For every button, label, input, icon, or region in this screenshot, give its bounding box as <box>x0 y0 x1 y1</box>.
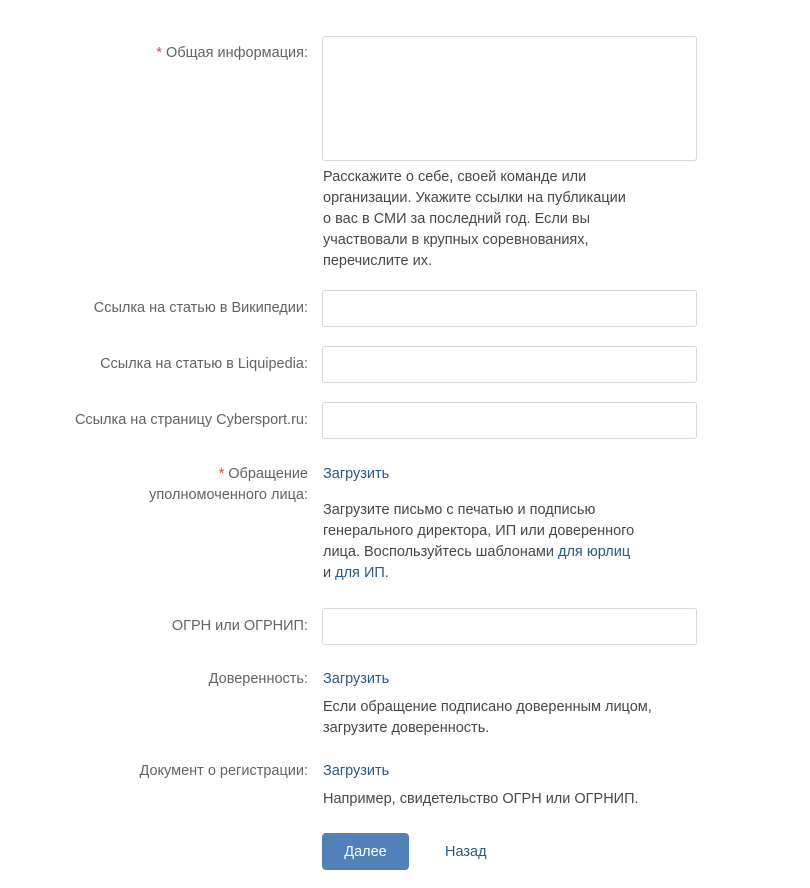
appeal-upload-link[interactable]: Загрузить <box>323 466 390 482</box>
appeal-hint: Загрузите письмо с печатью и подписью генерального директора, ИП или доверенного лица. Воспользуйтесь шаблонами для юрлиц и для ИП. <box>323 502 635 581</box>
required-mark: * <box>156 45 163 61</box>
power-of-attorney-label: Доверенность: <box>208 671 308 687</box>
cybersport-label: Ссылка на страницу Cybersport.ru: <box>74 412 308 428</box>
registration-doc-hint: Например, свидетельство ОГРН или ОГРНИП. <box>323 791 639 807</box>
general-info-hint: Расскажите о себе, своей команде или организации. Укажите ссылки на публикации о вас в СМИ за последний год. Если вы участвовали в крупных соревнованиях, перечислите их. <box>323 169 626 269</box>
wikipedia-label: Ссылка на статью в Википедии: <box>93 300 308 316</box>
appeal-label: * Обращение уполномоченного лица: <box>149 466 308 503</box>
ogrn-label: ОГРН или ОГРНИП: <box>171 618 308 634</box>
back-button[interactable]: Назад <box>445 844 487 860</box>
wikipedia-input[interactable] <box>322 290 697 327</box>
liquipedia-label: Ссылка на статью в Liquipedia: <box>100 356 308 372</box>
registration-doc-label: Документ о регистрации: <box>139 763 308 779</box>
general-info-label: * Общая информация: <box>156 45 308 61</box>
registration-doc-upload-link[interactable]: Загрузить <box>323 763 390 779</box>
general-info-textarea[interactable] <box>322 36 697 161</box>
ogrn-input[interactable] <box>322 608 697 645</box>
power-of-attorney-upload-link[interactable]: Загрузить <box>323 671 390 687</box>
liquipedia-input[interactable] <box>322 346 697 383</box>
next-button[interactable]: Далее <box>322 833 409 870</box>
required-mark: * <box>218 466 225 482</box>
template-ip-link[interactable]: для ИП <box>335 565 385 581</box>
cybersport-input[interactable] <box>322 402 697 439</box>
power-of-attorney-hint: Если обращение подписано доверенным лицом, загрузите доверенность. <box>323 699 652 736</box>
template-legal-link[interactable]: для юрлиц <box>558 544 631 560</box>
